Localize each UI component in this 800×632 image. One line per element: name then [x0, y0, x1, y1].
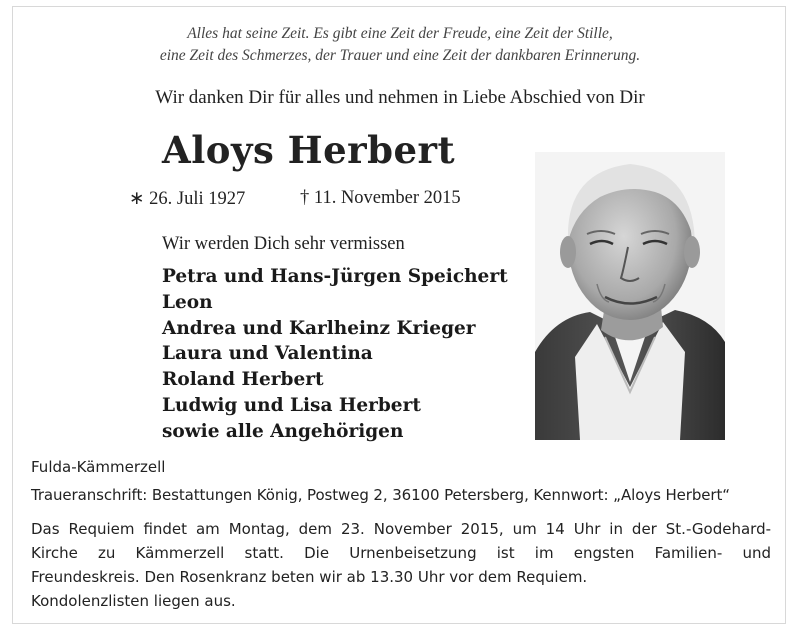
death-date: † 11. November 2015 — [300, 188, 461, 208]
service-info-line: Kirche zu Kämmerzell statt. Die Urnenbeisetzung ist im engsten Familien- und — [31, 544, 771, 562]
quote-line-1: Alles hat seine Zeit. Es gibt eine Zeit der Freude, eine Zeit der Stille, — [187, 25, 613, 42]
service-info-line: Kondolenzlisten liegen aus. — [31, 592, 236, 610]
quote-line-2: eine Zeit des Schmerzes, der Trauer und eine Zeit der dankbaren Erinnerung. — [159, 47, 641, 64]
mourner-name: sowie alle Angehörigen — [162, 420, 404, 442]
service-information — [31, 517, 771, 613]
portrait-illustration — [535, 152, 725, 440]
deceased-name: Aloys Herbert — [162, 128, 456, 172]
place-of-residence: Fulda-Kämmerzell — [31, 458, 166, 476]
service-info-line: Das Requiem findet am Montag, dem 23. November 2015, um 14 Uhr in der St.-Godehard- — [31, 520, 771, 538]
mourner-name: Roland Herbert — [162, 369, 324, 391]
mourner-name: Leon — [162, 291, 213, 313]
mourners-list — [162, 264, 508, 445]
mourner-name: Petra und Hans-Jürgen Speichert — [162, 266, 508, 287]
mourner-name: Andrea und Karlheinz Krieger — [162, 317, 476, 339]
mourner-name: Laura und Valentina — [162, 343, 373, 365]
mourner-name: Ludwig und Lisa Herbert — [162, 394, 421, 416]
mourners-intro: Wir werden Dich sehr vermissen — [162, 234, 405, 254]
portrait-photo — [535, 152, 725, 440]
birth-date: ∗ 26. Juli 1927 — [129, 189, 246, 209]
farewell-line: Wir danken Dir für alles und nehmen in Liebe Abschied von Dir — [155, 87, 645, 108]
service-info-line: Freundeskreis. Den Rosenkranz beten wir ab 13.30 Uhr vor dem Requiem. — [31, 568, 588, 586]
mourning-address: Traueranschrift: Bestattungen König, Postweg 2, 36100 Petersberg, Kennwort: „Aloys Herbert“ — [31, 486, 730, 504]
